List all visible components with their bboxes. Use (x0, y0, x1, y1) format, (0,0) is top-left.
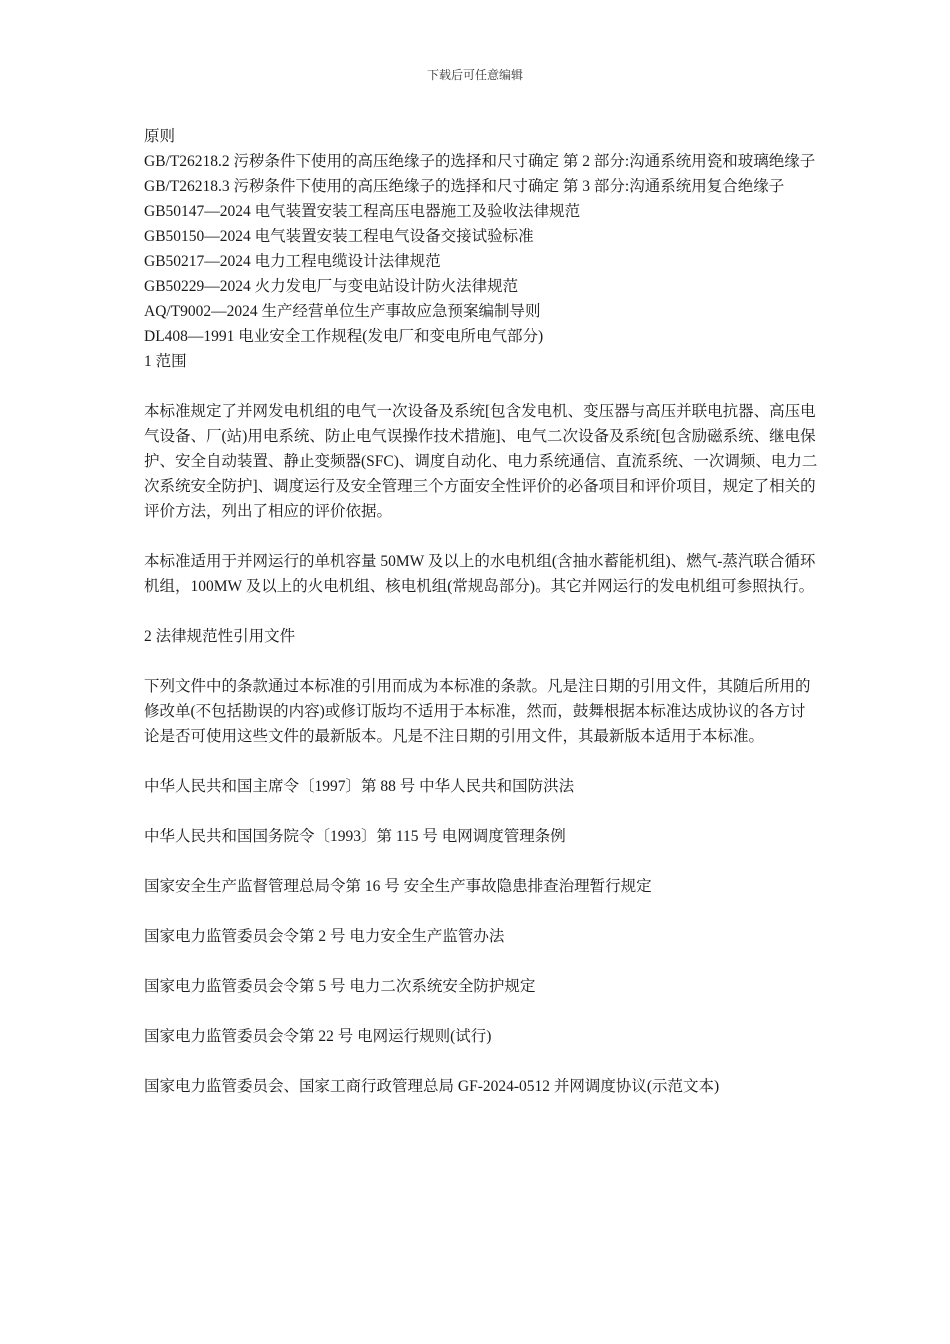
reference-item: 国家电力监管委员会令第 5 号 电力二次系统安全防护规定 (144, 978, 536, 995)
ref-line: AQ/T9002—2024 生产经营单位生产事故应急预案编制导则 (144, 303, 541, 320)
ref-line: GB/T26218.3 污秽条件下使用的高压绝缘子的选择和尺寸确定 第 3 部分:沟通系统用复合绝缘子 (144, 178, 785, 195)
ref-line: GB50229—2024 火力发电厂与变电站设计防火法律规范 (144, 278, 519, 295)
ref-line: GB50150—2024 电气装置安装工程电气设备交接试验标准 (144, 228, 534, 245)
scope-paragraph-1: 本标准规定了并网发电机组的电气一次设备及系统[包含发电机、变压器与高压并联电抗器、高压电气设备、厂(站)用电系统、防止电气误操作技术措施]、电气二次设备及系统[包含励磁系统、继电保护、安全自动装置、静止变频器(SFC)、调度自动化、电力系统通信、直流系统、一次调频、电力二次系统安全防护]、调度运行及安全管理三个方面安全性评价的必备项目和评价项目，规定了相关的评价方法，列出了相应的评价依据。 (144, 403, 818, 520)
reference-item: 中华人民共和国国务院令〔1993〕第 115 号 电网调度管理条例 (144, 828, 566, 845)
ref-line: GB50217—2024 电力工程电缆设计法律规范 (144, 253, 441, 270)
document-body (144, 124, 819, 1099)
section-heading-scope: 1 范围 (144, 353, 187, 370)
reference-item: 国家电力监管委员会令第 2 号 电力安全生产监管办法 (144, 928, 505, 945)
page-header: 下载后可任意编辑 (426, 68, 523, 82)
ref-line: GB50147—2024 电气装置安装工程高压电器施工及验收法律规范 (144, 203, 581, 220)
ref-line: GB/T26218.2 污秽条件下使用的高压绝缘子的选择和尺寸确定 第 2 部分:沟通系统用瓷和玻璃绝缘子 (144, 153, 816, 170)
reference-item: 国家电力监管委员会令第 22 号 电网运行规则(试行) (144, 1028, 492, 1045)
section-heading-references: 2 法律规范性引用文件 (144, 628, 296, 645)
ref-line: 原则 (144, 128, 176, 145)
reference-item: 国家安全生产监督管理总局令第 16 号 安全生产事故隐患排查治理暂行规定 (144, 878, 652, 895)
ref-line: DL408—1991 电业安全工作规程(发电厂和变电所电气部分) (144, 328, 544, 345)
scope-paragraph-2: 本标准适用于并网运行的单机容量 50MW 及以上的水电机组(含抽水蓄能机组)、燃气-蒸汽联合循环机组，100MW 及以上的火电机组、核电机组(常规岛部分)。其它并网运行的发电机组可参照执行。 (144, 553, 816, 595)
reference-item: 国家电力监管委员会、国家工商行政管理总局 GF-2024-0512 并网调度协议(示范文本) (144, 1078, 720, 1095)
references-paragraph: 下列文件中的条款通过本标准的引用而成为本标准的条款。凡是注日期的引用文件，其随后所用的修改单(不包括勘误的内容)或修订版均不适用于本标准，然而，鼓舞根据本标准达成协议的各方讨论是否可使用这些文件的最新版本。凡是不注日期的引用文件，其最新版本适用于本标准。 (144, 678, 811, 745)
reference-item: 中华人民共和国主席令〔1997〕第 88 号 中华人民共和国防洪法 (144, 778, 575, 795)
